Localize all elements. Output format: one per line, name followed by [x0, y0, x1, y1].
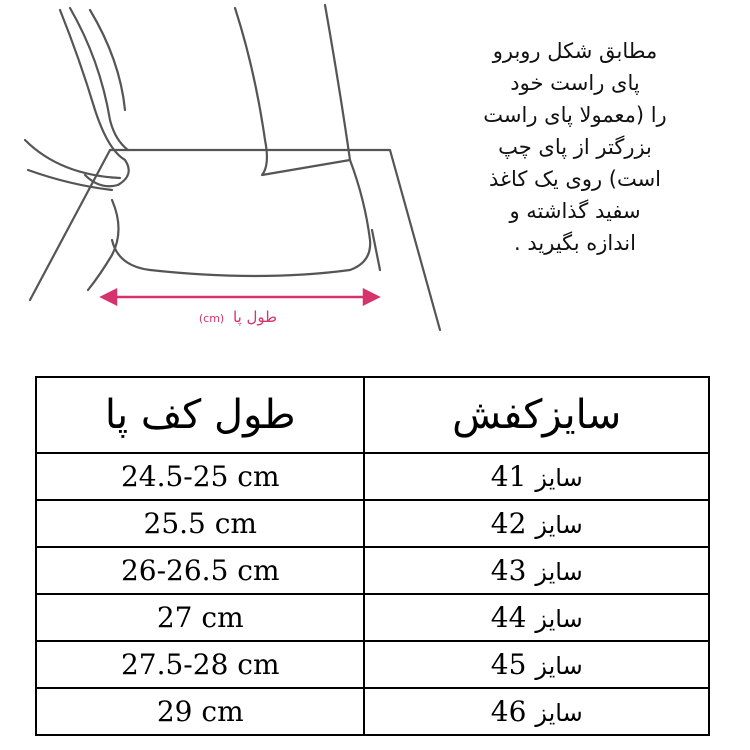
size-prefix: سایز	[535, 511, 583, 539]
foot-length-cell: 27 cm	[36, 594, 364, 641]
size-prefix: سایز	[535, 699, 583, 727]
measure-unit: (cm)	[198, 312, 225, 325]
shoe-size-cell	[364, 594, 709, 641]
size-number: 43	[490, 554, 527, 587]
foot-length-cell: 26-26.5 cm	[36, 547, 364, 594]
foot-length-cell: 29 cm	[36, 688, 364, 735]
foot-measurement-illustration	[0, 0, 450, 345]
measure-text: طول پا	[233, 308, 278, 326]
foot-length-cell: 27.5-28 cm	[36, 641, 364, 688]
table-row	[36, 594, 709, 641]
paper-sheet	[30, 150, 440, 330]
shoe-size-cell	[364, 500, 709, 547]
foot-length-cell: 24.5-25 cm	[36, 453, 364, 500]
size-prefix: سایز	[535, 605, 583, 633]
table-row	[36, 641, 709, 688]
instructions-text: مطابق شکل روبرو پای راست خود را (معمولا پای راست بزرگتر از پای چپ است) روی یک کاغذ سفید گذاشته و اندازه بگیرید .	[483, 39, 667, 255]
size-prefix: سایز	[535, 652, 583, 680]
size-number: 45	[490, 648, 527, 681]
table-row	[36, 500, 709, 547]
shoe-size-cell	[364, 688, 709, 735]
table-row	[36, 453, 709, 500]
size-prefix: سایز	[535, 464, 583, 492]
shoe-size-cell	[364, 453, 709, 500]
table-row	[36, 688, 709, 735]
measure-label	[199, 308, 277, 327]
header-foot-length: طول کف پا	[36, 377, 364, 453]
size-number: 46	[490, 695, 527, 728]
table-body	[36, 453, 709, 735]
shoe-size-cell	[364, 547, 709, 594]
size-number: 44	[490, 601, 527, 634]
shoe-size-cell	[364, 641, 709, 688]
table-header-row	[36, 377, 709, 453]
header-shoe-size: سایزکفش	[364, 377, 709, 453]
table-row	[36, 547, 709, 594]
size-table	[35, 376, 710, 736]
size-number: 41	[490, 460, 527, 493]
size-prefix: سایز	[535, 558, 583, 586]
size-number: 42	[490, 507, 527, 540]
foot-length-cell: 25.5 cm	[36, 500, 364, 547]
